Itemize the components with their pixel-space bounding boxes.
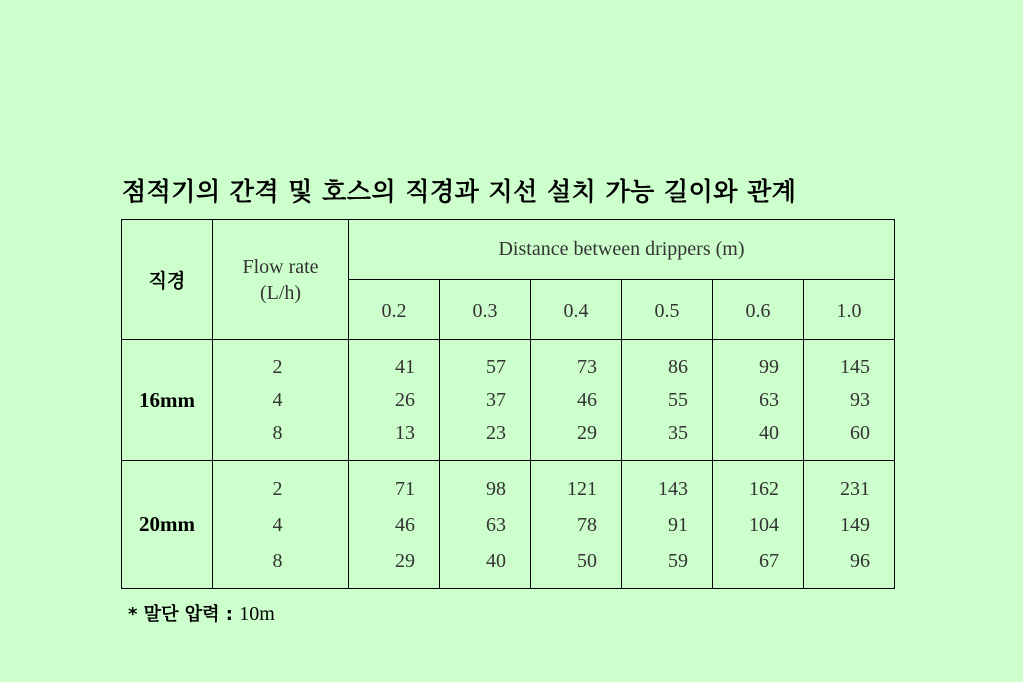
length-value: 91 <box>668 513 688 536</box>
length-value: 37 <box>486 388 506 411</box>
flow-rate-value: 8 <box>272 421 283 444</box>
length-value: 99 <box>759 355 779 378</box>
length-value: 67 <box>759 549 779 572</box>
length-value: 63 <box>759 388 779 411</box>
flow-rate-cell <box>213 340 349 461</box>
flow-rate-value: 4 <box>272 388 283 411</box>
table-row <box>122 340 895 461</box>
length-value: 231 <box>840 477 870 500</box>
length-value: 98 <box>486 477 506 500</box>
flow-rate-value: 2 <box>272 355 283 378</box>
length-value: 29 <box>577 421 597 444</box>
length-value: 55 <box>668 388 688 411</box>
distance-header: 1.0 <box>804 280 895 340</box>
flow-rate-value: 8 <box>272 549 283 572</box>
length-cell <box>349 461 440 589</box>
length-value: 73 <box>577 355 597 378</box>
header-flow-line1: Flow rate <box>242 255 319 278</box>
length-value: 86 <box>668 355 688 378</box>
length-cell <box>622 461 713 589</box>
length-value: 46 <box>395 513 415 536</box>
length-value: 93 <box>850 388 870 411</box>
pressure-footnote <box>128 600 275 626</box>
length-cell <box>804 340 895 461</box>
length-cell <box>804 461 895 589</box>
header-flow-rate <box>213 220 349 340</box>
length-value: 59 <box>668 549 688 572</box>
length-cell <box>531 340 622 461</box>
length-value: 63 <box>486 513 506 536</box>
length-value: 96 <box>850 549 870 572</box>
footnote-label: * 말단 압력 : <box>128 604 240 625</box>
length-value: 145 <box>840 355 870 378</box>
length-value: 50 <box>577 549 597 572</box>
diameter-cell: 16mm <box>122 340 213 461</box>
length-value: 71 <box>395 477 415 500</box>
length-value: 121 <box>567 477 597 500</box>
length-value: 41 <box>395 355 415 378</box>
header-flow-line2: (L/h) <box>259 281 302 304</box>
distance-header: 0.6 <box>713 280 804 340</box>
flow-rate-value: 2 <box>272 477 283 500</box>
distance-header: 0.2 <box>349 280 440 340</box>
length-value: 13 <box>395 421 415 444</box>
distance-header: 0.4 <box>531 280 622 340</box>
header-distance: Distance between drippers (m) <box>349 220 895 280</box>
length-value: 46 <box>577 388 597 411</box>
table-row <box>122 461 895 589</box>
length-value: 35 <box>668 421 688 444</box>
length-value: 162 <box>749 477 779 500</box>
length-value: 60 <box>850 421 870 444</box>
length-cell <box>531 461 622 589</box>
length-value: 26 <box>395 388 415 411</box>
length-cell <box>713 461 804 589</box>
length-value: 40 <box>759 421 779 444</box>
flow-rate-cell <box>213 461 349 589</box>
length-value: 143 <box>658 477 688 500</box>
table-title: 점적기의 간격 및 호스의 직경과 지선 설치 가능 길이와 관계 <box>122 177 797 206</box>
length-value: 40 <box>486 549 506 572</box>
length-value: 104 <box>749 513 779 536</box>
length-cell <box>622 340 713 461</box>
dripper-length-table <box>121 219 895 589</box>
length-value: 29 <box>395 549 415 572</box>
distance-header: 0.3 <box>440 280 531 340</box>
flow-rate-value: 4 <box>272 513 283 536</box>
length-value: 57 <box>486 355 506 378</box>
diameter-cell: 20mm <box>122 461 213 589</box>
header-diameter: 직경 <box>122 220 213 340</box>
footnote-value: 10m <box>239 603 275 625</box>
length-cell <box>440 340 531 461</box>
length-cell <box>440 461 531 589</box>
length-value: 149 <box>840 513 870 536</box>
length-cell <box>713 340 804 461</box>
distance-header: 0.5 <box>622 280 713 340</box>
length-value: 78 <box>577 513 597 536</box>
length-value: 23 <box>486 421 506 444</box>
length-cell <box>349 340 440 461</box>
